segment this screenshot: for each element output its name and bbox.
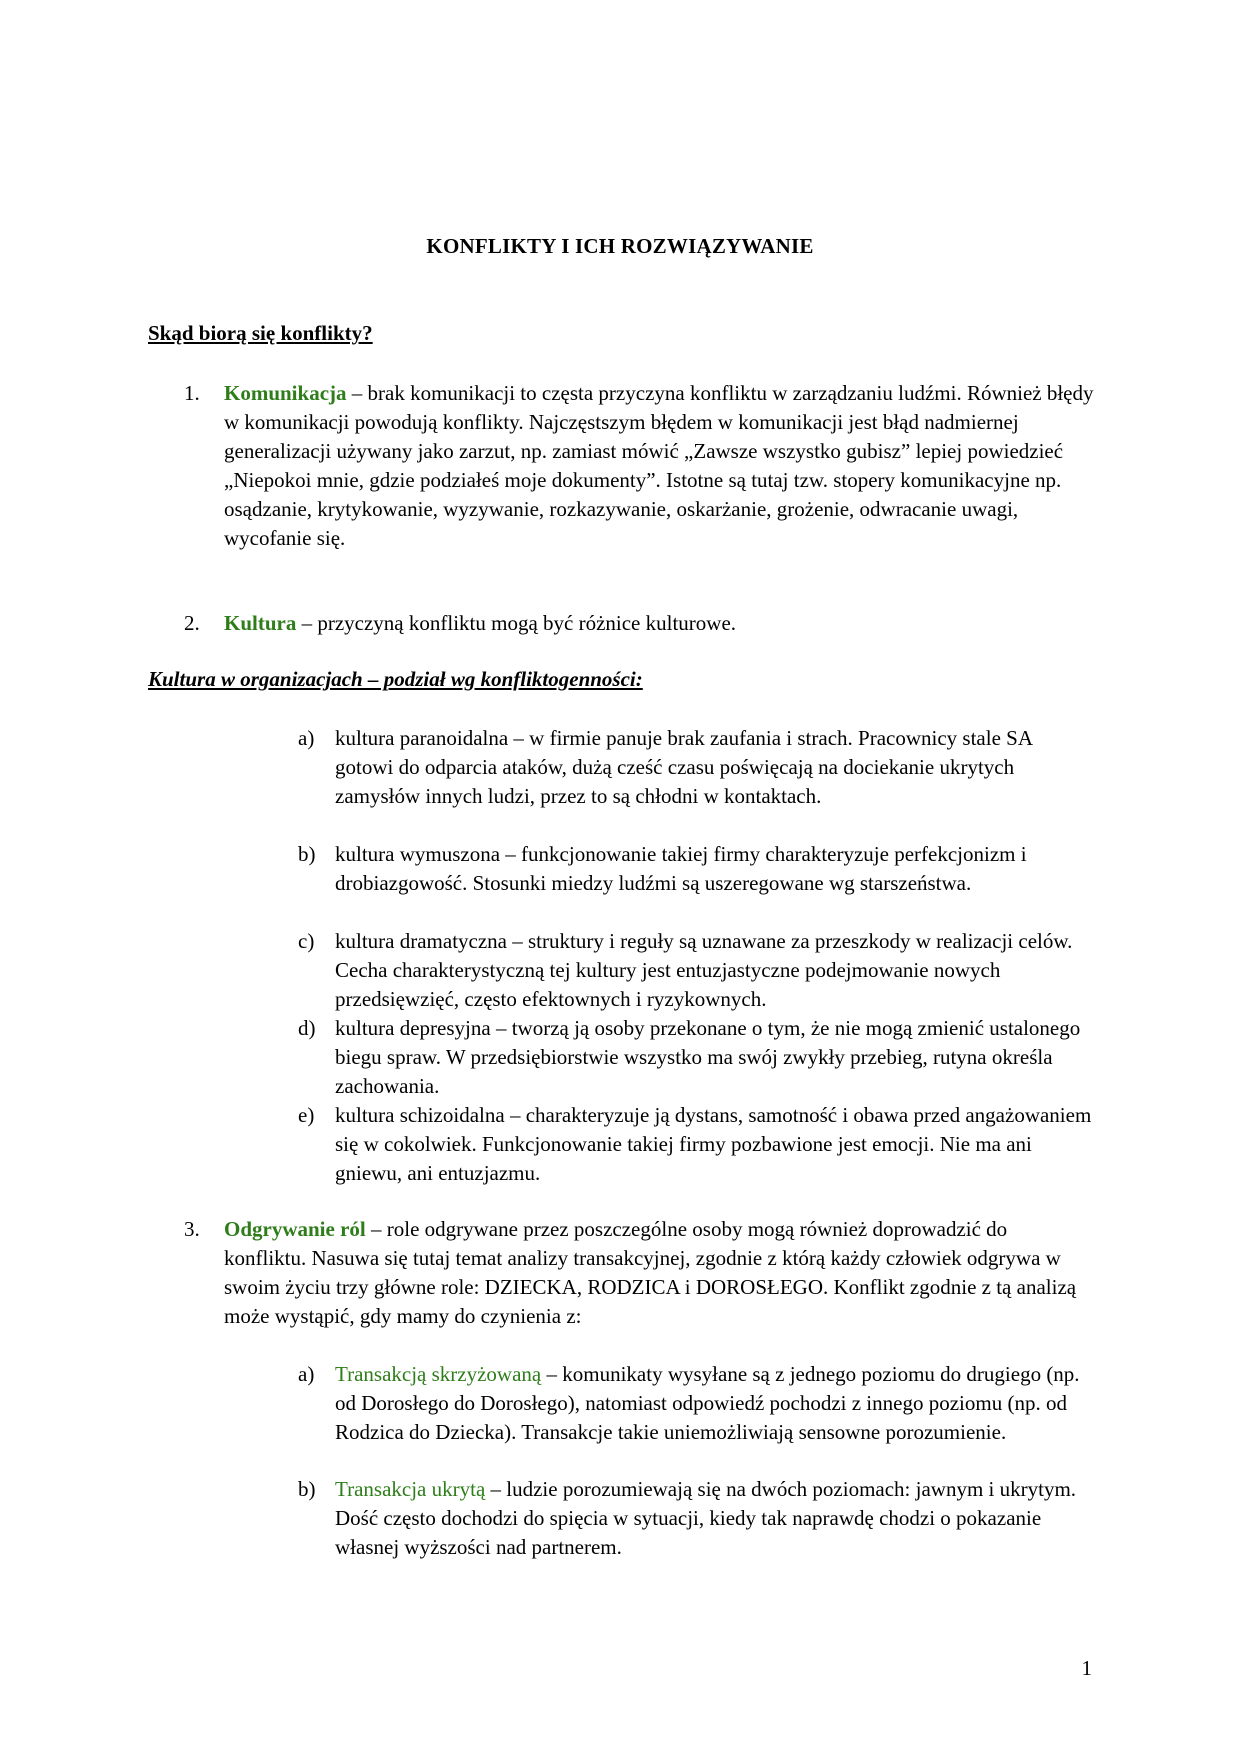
sub-label-b: b)	[298, 1477, 316, 1501]
list-item-culture-forced: kultura wymuszona – funkcjonowanie takiej firmy charakteryzuje perfekcjonizm i drobiazgowość. Stosunki miedzy ludźmi są uszeregowane wg starszeństwa.	[335, 842, 1027, 895]
list-number-3: 3.	[184, 1217, 200, 1241]
list-item-culture-dramatic: kultura dramatyczna – struktury i reguły są uznawane za przeszkody w realizacji celów. Cecha charakterystyczną tej kultury jest entuzjastyczne podejmowanie nowych przedsięwzięć, często efektownych i ryzykownych.	[335, 929, 1073, 1011]
list-item-role-playing	[224, 1215, 1094, 1331]
list-item-culture	[224, 609, 1094, 638]
list-number-2: 2.	[184, 611, 200, 635]
sub-label-a: a)	[298, 1362, 315, 1386]
sub-label-e: e)	[298, 1103, 315, 1127]
list-item-communication	[224, 379, 1094, 553]
term-crossed-transaction: Transakcją skrzyżowaną	[335, 1362, 542, 1386]
list-number-1: 1.	[184, 381, 200, 405]
item-text: – brak komunikacji to częsta przyczyna konfliktu w zarządzaniu ludźmi. Również błędy w komunikacji powodują konflikty. Najczęstszym błędem w komunikacji jest błąd nadmiernej generalizacji używany jako zarzut, np. zamiast mówić „Zawsze wszystko gubisz” lepiej powiedzieć „Niepokoi mnie, gdzie podziałeś moje dokumenty”. Istotne są tutaj tzw. stopery komunikacyjne np. osądzanie, krytykowanie, wyzywanie, rozkazywanie, oskarżanie, grożenie, odwracanie uwagi, wycofanie się.	[224, 381, 1094, 550]
sub-label-c: c)	[298, 929, 315, 953]
list-item-culture-schizoid: kultura schizoidalna – charakteryzuje ją dystans, samotność i obawa przed angażowaniem się w cokolwiek. Funkcjonowanie takiej firmy pozbawione jest emocji. Nie ma ani gniewu, ani entuzjazmu.	[335, 1103, 1092, 1185]
term-communication: Komunikacja	[224, 381, 347, 405]
page-number: 1	[1081, 1656, 1092, 1680]
item-text: – role odgrywane przez poszczególne osoby mogą również doprowadzić do konfliktu. Nasuwa się tutaj temat analizy transakcyjnej, zgodnie z którą każdy człowiek odgrywa w swoim życiu trzy główne role: DZIECKA, RODZICA i DOROSŁEGO. Konflikt zgodnie z tą analizą może wystąpić, gdy mamy do czynienia z:	[224, 1217, 1077, 1328]
list-item-culture-depressive: kultura depresyjna – tworzą ją osoby przekonane o tym, że nie mogą zmienić ustalonego biegu spraw. W przedsiębiorstwie wszystko ma swój zwykły przebieg, rutyna określa zachowania.	[335, 1016, 1081, 1098]
sub-label-a: a)	[298, 726, 315, 750]
list-item-culture-paranoid: kultura paranoidalna – w firmie panuje brak zaufania i strach. Pracownicy stale SA gotowi do odparcia ataków, dużą cześć czasu poświęcają na dociekanie ukrytych zamysłów innych ludzi, przez to są chłodni w kontaktach.	[335, 726, 1032, 808]
section-heading-sources: Skąd biorą się konflikty?	[148, 321, 373, 345]
item-text: – przyczyną konfliktu mogą być różnice kulturowe.	[296, 611, 737, 635]
term-culture: Kultura	[224, 611, 297, 635]
item-text: – komunikaty wysyłane są z jednego poziomu do drugiego (np. od Dorosłego do Dorosłego), natomiast odpowiedź pochodzi z innego poziomu (np. od Rodzica do Dziecka). Transakcje takie uniemożliwiają sensowne porozumienie.	[335, 1362, 1080, 1444]
section-heading-culture-types: Kultura w organizacjach – podział wg konfliktogenności:	[148, 667, 643, 691]
item-text: – ludzie porozumiewają się na dwóch poziomach: jawnym i ukrytym. Dość często dochodzi do spięcia w sytuacji, kiedy tak naprawdę chodzi o pokazanie własnej wyższości nad partnerem.	[335, 1477, 1077, 1559]
sub-label-b: b)	[298, 842, 316, 866]
sub-label-d: d)	[298, 1016, 316, 1040]
list-item-crossed-transaction	[335, 1360, 1095, 1447]
list-item-hidden-transaction	[335, 1475, 1095, 1562]
document-title: KONFLIKTY I ICH ROZWIĄZYWANIE	[426, 234, 814, 258]
term-role-playing: Odgrywanie ról	[224, 1217, 366, 1241]
term-hidden-transaction: Transakcja ukrytą	[335, 1477, 486, 1501]
